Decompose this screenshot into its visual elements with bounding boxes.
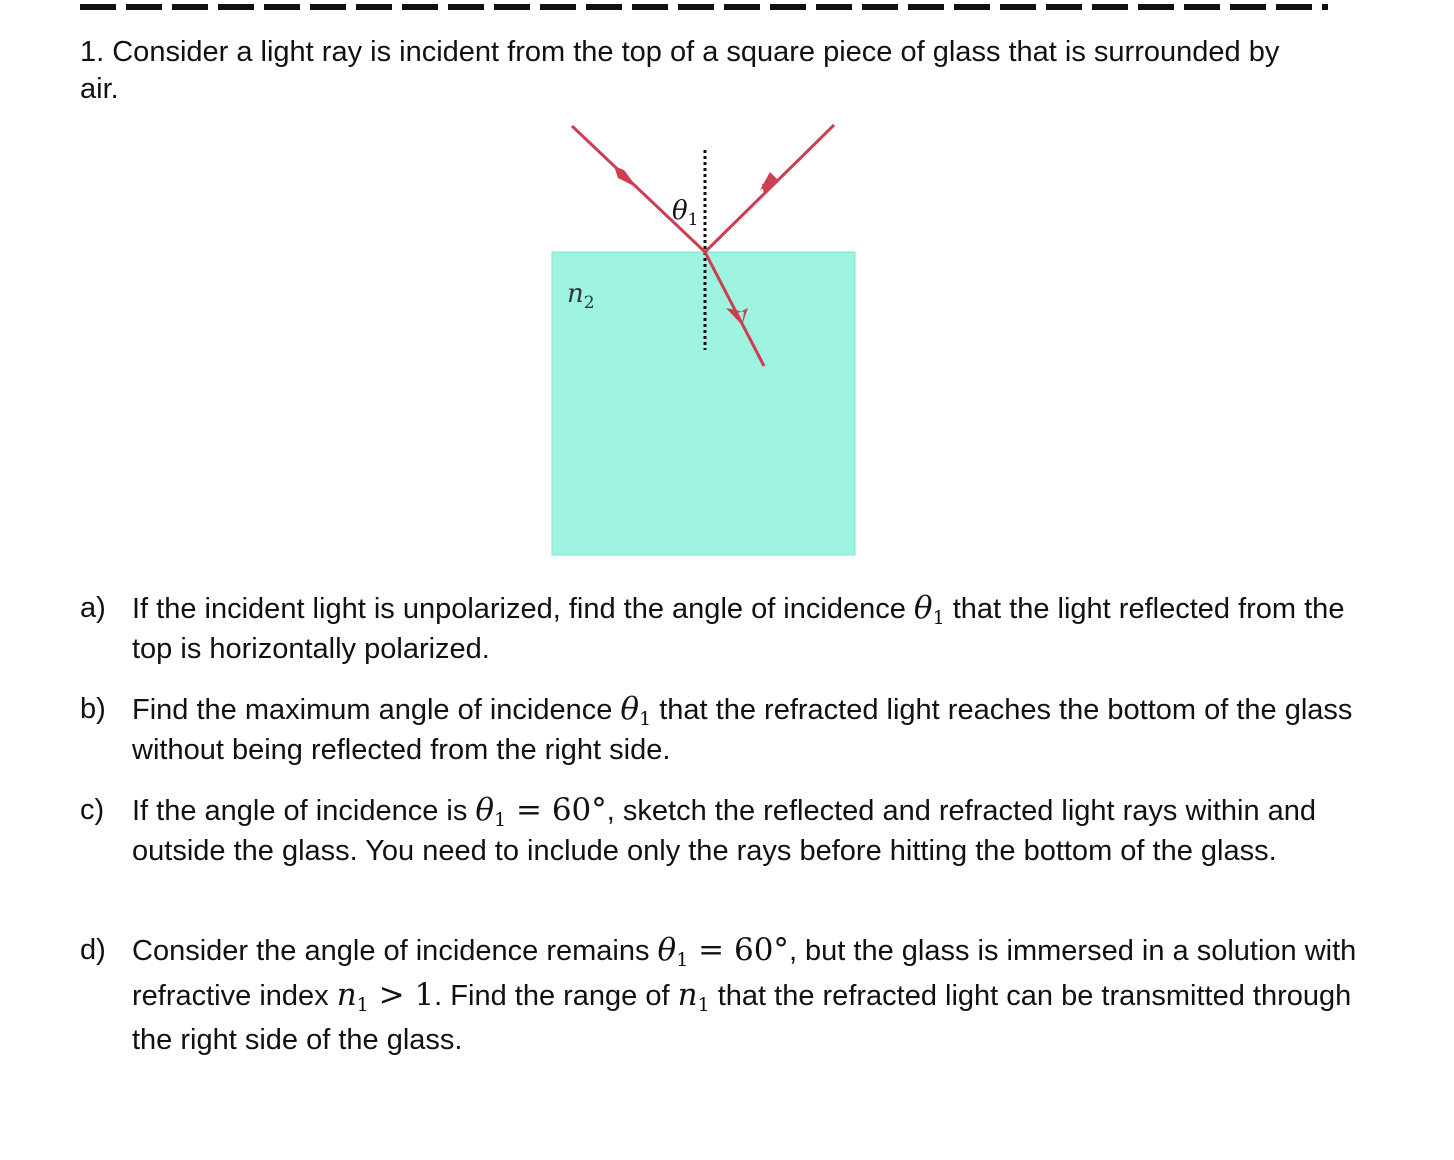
- problem-intro: 1. Consider a light ray is incident from the top of a square piece of glass that is surrounded by air.: [80, 36, 1280, 105]
- theta-label: $\theta_1$: [672, 196, 699, 230]
- part-b-text: Find the maximum angle of incidence $\theta_1$ that the refracted light reaches the bottom of the glass without being reflected from the right side.: [132, 691, 1353, 766]
- top-dashed-rule: [80, 4, 1328, 10]
- part-c: [80, 790, 1370, 871]
- glass-square: [552, 252, 855, 555]
- theta1-equation: $\theta_1 = 60^\circ$: [657, 932, 789, 971]
- part-b: [80, 689, 1370, 770]
- part-d-letter: d): [80, 934, 106, 966]
- part-d-text: Consider the angle of incidence remains $\theta_1 = 60^\circ$, but the glass is immersed in a solution with refractive index $n_1 > 1$. Find the range of $n_1$ that the refracted light can be transmitted through the right side of the glass.: [132, 932, 1357, 1056]
- part-d: [80, 928, 1370, 1062]
- n1-inequality: $n_1 > 1$: [336, 977, 435, 1016]
- theta1-equation: $\theta_1 = 60^\circ$: [475, 792, 607, 831]
- part-a: [80, 588, 1370, 669]
- n1-symbol: $n_1$: [677, 977, 710, 1016]
- theta-subscript: 1: [687, 210, 699, 230]
- part-b-letter: b): [80, 693, 106, 725]
- refraction-diagram: [540, 118, 870, 563]
- theta1-symbol: $\theta_1$: [913, 590, 945, 629]
- part-a-text: If the incident light is unpolarized, find the angle of incidence $\theta_1$ that the light reflected from the top is horizontally polarized.: [132, 590, 1345, 665]
- part-c-text: If the angle of incidence is $\theta_1 = 60^\circ$, sketch the reflected and refracted light rays within and outside the glass. You need to include only the rays before hitting the bottom of the glass.: [132, 792, 1317, 867]
- part-c-letter: c): [80, 794, 105, 826]
- theta1-symbol: $\theta_1$: [620, 691, 652, 730]
- incident-ray: [572, 126, 705, 252]
- part-a-letter: a): [80, 592, 106, 624]
- medium-index-label: $n_2$: [567, 279, 595, 313]
- medium-index-subscript: 2: [583, 293, 595, 313]
